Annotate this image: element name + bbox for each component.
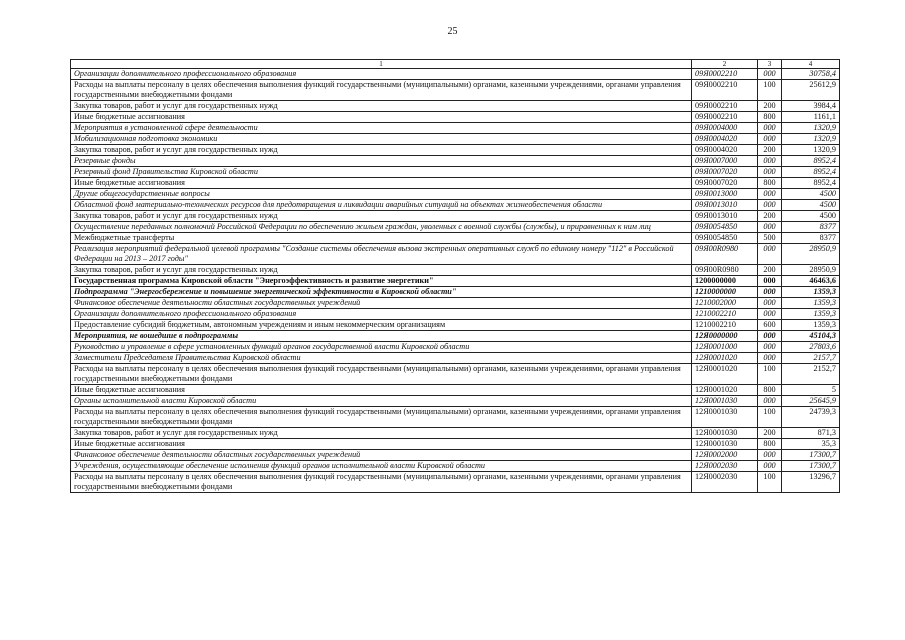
row-sum-cell: 8377: [782, 222, 840, 233]
row-sum-cell: 1161,1: [782, 112, 840, 123]
row-code-cell: 09Я0007020: [692, 167, 758, 178]
row-sum-cell: 3984,4: [782, 101, 840, 112]
table-row: [71, 189, 840, 200]
row-code-cell: 12Я0001030: [692, 396, 758, 407]
row-type-cell: 200: [758, 101, 782, 112]
row-name-cell: Расходы на выплаты персоналу в целях обеспечения выполнения функций государственными (муниципальными) органами, казенными учреждениями, органами управления государственными внебюджетными фондами: [71, 364, 692, 385]
row-name-cell: Расходы на выплаты персоналу в целях обеспечения выполнения функций государственными (муниципальными) органами, казенными учреждениями, органами управления государственными внебюджетными фондами: [71, 407, 692, 428]
row-type-cell: 200: [758, 145, 782, 156]
row-sum-cell: 1359,3: [782, 287, 840, 298]
row-name-cell: Другие общегосударственные вопросы: [71, 189, 692, 200]
row-type-cell: 500: [758, 233, 782, 244]
row-type-cell: 200: [758, 211, 782, 222]
row-name-cell: Закупка товаров, работ и услуг для государственных нужд: [71, 265, 692, 276]
row-sum-cell: 8952,4: [782, 178, 840, 189]
header-col-2: 2: [692, 60, 758, 69]
table-row: [71, 364, 840, 385]
table-row: [71, 472, 840, 493]
row-name-cell: Областной фонд материально-технических ресурсов для предотвращения и ликвидации аварийных ситуаций на объектах жизнеобеспечения области: [71, 200, 692, 211]
row-name-cell: Государственная программа Кировской области "Энергоэффективность и развитие энергетики": [71, 276, 692, 287]
table-row: [71, 396, 840, 407]
row-sum-cell: 1359,3: [782, 309, 840, 320]
row-type-cell: 000: [758, 353, 782, 364]
row-name-cell: Мероприятия в установленной сфере деятельности: [71, 123, 692, 134]
row-type-cell: 000: [758, 156, 782, 167]
table-row: [71, 80, 840, 101]
row-sum-cell: 4500: [782, 200, 840, 211]
table-row: [71, 178, 840, 189]
row-name-cell: Заместители Председателя Правительства Кировской области: [71, 353, 692, 364]
row-code-cell: 12Я0001020: [692, 353, 758, 364]
table-row: [71, 69, 840, 80]
table-row: [71, 385, 840, 396]
row-sum-cell: 8377: [782, 233, 840, 244]
table-header-row: [71, 60, 840, 69]
row-code-cell: 09Я0054850: [692, 233, 758, 244]
row-name-cell: Учреждения, осуществляющие обеспечение исполнения функций органов исполнительной власти Кировской области: [71, 461, 692, 472]
row-code-cell: 09Я0004020: [692, 145, 758, 156]
row-name-cell: Иные бюджетные ассигнования: [71, 112, 692, 123]
row-code-cell: 09Я0002210: [692, 80, 758, 101]
row-code-cell: 12Я0002030: [692, 461, 758, 472]
row-name-cell: Резервные фонды: [71, 156, 692, 167]
row-code-cell: 12Я0001000: [692, 342, 758, 353]
row-type-cell: 200: [758, 265, 782, 276]
row-name-cell: Расходы на выплаты персоналу в целях обеспечения выполнения функций государственными (муниципальными) органами, казенными учреждениями, органами управления государственными внебюджетными фондами: [71, 472, 692, 493]
row-type-cell: 000: [758, 276, 782, 287]
row-name-cell: Иные бюджетные ассигнования: [71, 385, 692, 396]
row-type-cell: 600: [758, 320, 782, 331]
row-sum-cell: 5: [782, 385, 840, 396]
row-code-cell: 1210000000: [692, 287, 758, 298]
row-type-cell: 200: [758, 428, 782, 439]
row-name-cell: Реализация мероприятий федеральной целевой программы "Создание системы обеспечения вызова экстренных оперативных служб по единому номеру "112" в Российской Федерации на 2013 – 2017 годы": [71, 244, 692, 265]
row-sum-cell: 2157,7: [782, 353, 840, 364]
table-row: [71, 222, 840, 233]
row-type-cell: 000: [758, 134, 782, 145]
row-type-cell: 100: [758, 364, 782, 385]
row-type-cell: 000: [758, 342, 782, 353]
row-type-cell: 800: [758, 178, 782, 189]
table-row: [71, 233, 840, 244]
row-sum-cell: 1359,3: [782, 298, 840, 309]
table-row: [71, 244, 840, 265]
table-row: [71, 353, 840, 364]
page-number: 25: [447, 26, 458, 37]
row-code-cell: 12Я0001030: [692, 428, 758, 439]
table-row: [71, 200, 840, 211]
row-code-cell: 09Я0013010: [692, 211, 758, 222]
table-row: [71, 461, 840, 472]
row-code-cell: 09Я0004020: [692, 134, 758, 145]
row-sum-cell: 4500: [782, 211, 840, 222]
row-code-cell: 09Я0002210: [692, 101, 758, 112]
table-row: [71, 134, 840, 145]
row-type-cell: 000: [758, 222, 782, 233]
row-type-cell: 800: [758, 385, 782, 396]
row-type-cell: 000: [758, 189, 782, 200]
row-type-cell: 000: [758, 287, 782, 298]
table-row: [71, 407, 840, 428]
table-row: [71, 211, 840, 222]
row-type-cell: 800: [758, 439, 782, 450]
row-type-cell: 000: [758, 244, 782, 265]
table-row: [71, 342, 840, 353]
row-sum-cell: 25612,9: [782, 80, 840, 101]
table-row: [71, 112, 840, 123]
row-name-cell: Мобилизационная подготовка экономики: [71, 134, 692, 145]
row-type-cell: 000: [758, 450, 782, 461]
row-sum-cell: 27803,6: [782, 342, 840, 353]
row-name-cell: Финансовое обеспечение деятельности областных государственных учреждений: [71, 298, 692, 309]
table-row: [71, 331, 840, 342]
table-row: [71, 276, 840, 287]
row-name-cell: Закупка товаров, работ и услуг для государственных нужд: [71, 211, 692, 222]
table-row: [71, 439, 840, 450]
table-row: [71, 167, 840, 178]
row-name-cell: Финансовое обеспечение деятельности областных государственных учреждений: [71, 450, 692, 461]
row-code-cell: 1210002210: [692, 320, 758, 331]
row-code-cell: 12Я0000000: [692, 331, 758, 342]
table-row: [71, 309, 840, 320]
row-sum-cell: 45104,3: [782, 331, 840, 342]
table-row: [71, 450, 840, 461]
row-sum-cell: 4500: [782, 189, 840, 200]
budget-table-body: [71, 60, 840, 493]
row-name-cell: Иные бюджетные ассигнования: [71, 439, 692, 450]
row-name-cell: Межбюджетные трансферты: [71, 233, 692, 244]
row-sum-cell: 46463,6: [782, 276, 840, 287]
row-code-cell: 12Я0002000: [692, 450, 758, 461]
row-sum-cell: 28950,9: [782, 265, 840, 276]
table-row: [71, 298, 840, 309]
row-sum-cell: 2152,7: [782, 364, 840, 385]
row-type-cell: 100: [758, 80, 782, 101]
row-name-cell: Подпрограмма "Энергосбережение и повышение энергетической эффективности в Кировской области": [71, 287, 692, 298]
row-type-cell: 000: [758, 69, 782, 80]
row-code-cell: 09Я00R0980: [692, 265, 758, 276]
row-name-cell: Органы исполнительной власти Кировской области: [71, 396, 692, 407]
table-row: [71, 320, 840, 331]
row-type-cell: 000: [758, 331, 782, 342]
row-sum-cell: 1320,9: [782, 123, 840, 134]
row-code-cell: 09Я0013010: [692, 200, 758, 211]
row-name-cell: Руководство и управление в сфере установленных функций органов государственной власти Кировской области: [71, 342, 692, 353]
header-col-3: 3: [758, 60, 782, 69]
row-name-cell: Организации дополнительного профессионального образования: [71, 309, 692, 320]
table-row: [71, 123, 840, 134]
row-sum-cell: 28950,9: [782, 244, 840, 265]
row-code-cell: 09Я00R0980: [692, 244, 758, 265]
table-row: [71, 145, 840, 156]
row-type-cell: 800: [758, 112, 782, 123]
row-type-cell: 100: [758, 407, 782, 428]
row-name-cell: Закупка товаров, работ и услуг для государственных нужд: [71, 428, 692, 439]
row-type-cell: 000: [758, 167, 782, 178]
row-sum-cell: 13296,7: [782, 472, 840, 493]
row-sum-cell: 8952,4: [782, 167, 840, 178]
row-code-cell: 12Я0001020: [692, 364, 758, 385]
row-name-cell: Расходы на выплаты персоналу в целях обеспечения выполнения функций государственными (муниципальными) органами, казенными учреждениями, органами управления государственными внебюджетными фондами: [71, 80, 692, 101]
row-name-cell: Иные бюджетные ассигнования: [71, 178, 692, 189]
row-code-cell: 12Я0001020: [692, 385, 758, 396]
row-name-cell: Закупка товаров, работ и услуг для государственных нужд: [71, 101, 692, 112]
row-sum-cell: 1320,9: [782, 145, 840, 156]
row-type-cell: 000: [758, 461, 782, 472]
row-type-cell: 000: [758, 309, 782, 320]
row-sum-cell: 17300,7: [782, 461, 840, 472]
row-type-cell: 000: [758, 298, 782, 309]
row-sum-cell: 35,3: [782, 439, 840, 450]
row-code-cell: 09Я0002210: [692, 112, 758, 123]
row-code-cell: 1210002000: [692, 298, 758, 309]
row-sum-cell: 1320,9: [782, 134, 840, 145]
row-sum-cell: 8952,4: [782, 156, 840, 167]
row-code-cell: 12Я0002030: [692, 472, 758, 493]
row-code-cell: 09Я0013000: [692, 189, 758, 200]
row-name-cell: Предоставление субсидий бюджетным, автономным учреждениям и иным некоммерческим организациям: [71, 320, 692, 331]
table-row: [71, 428, 840, 439]
table-row: [71, 265, 840, 276]
row-name-cell: Резервный фонд Правительства Кировской области: [71, 167, 692, 178]
row-sum-cell: 30758,4: [782, 69, 840, 80]
row-code-cell: 09Я0002210: [692, 69, 758, 80]
row-type-cell: 100: [758, 472, 782, 493]
header-col-1: 1: [71, 60, 692, 69]
table-row: [71, 101, 840, 112]
budget-table: [70, 59, 840, 493]
table-row: [71, 287, 840, 298]
row-name-cell: Мероприятия, не вошедшие в подпрограммы: [71, 331, 692, 342]
row-sum-cell: 24739,3: [782, 407, 840, 428]
table-row: [71, 156, 840, 167]
row-sum-cell: 25645,9: [782, 396, 840, 407]
row-code-cell: 1210002210: [692, 309, 758, 320]
row-code-cell: 09Я0004000: [692, 123, 758, 134]
row-code-cell: 12Я0001030: [692, 439, 758, 450]
row-type-cell: 000: [758, 123, 782, 134]
row-code-cell: 12Я0001030: [692, 407, 758, 428]
row-code-cell: 09Я0007000: [692, 156, 758, 167]
row-code-cell: 1200000000: [692, 276, 758, 287]
row-name-cell: Закупка товаров, работ и услуг для государственных нужд: [71, 145, 692, 156]
row-sum-cell: 871,3: [782, 428, 840, 439]
header-col-4: 4: [782, 60, 840, 69]
row-type-cell: 000: [758, 200, 782, 211]
row-code-cell: 09Я0054850: [692, 222, 758, 233]
row-type-cell: 000: [758, 396, 782, 407]
row-name-cell: Осуществление переданных полномочий Российской Федерации по обеспечению жильем граждан, уволенных с военной службы (службы), и приравненных к ним лиц: [71, 222, 692, 233]
row-code-cell: 09Я0007020: [692, 178, 758, 189]
row-sum-cell: 1359,3: [782, 320, 840, 331]
row-sum-cell: 17300,7: [782, 450, 840, 461]
row-name-cell: Организации дополнительного профессионального образования: [71, 69, 692, 80]
